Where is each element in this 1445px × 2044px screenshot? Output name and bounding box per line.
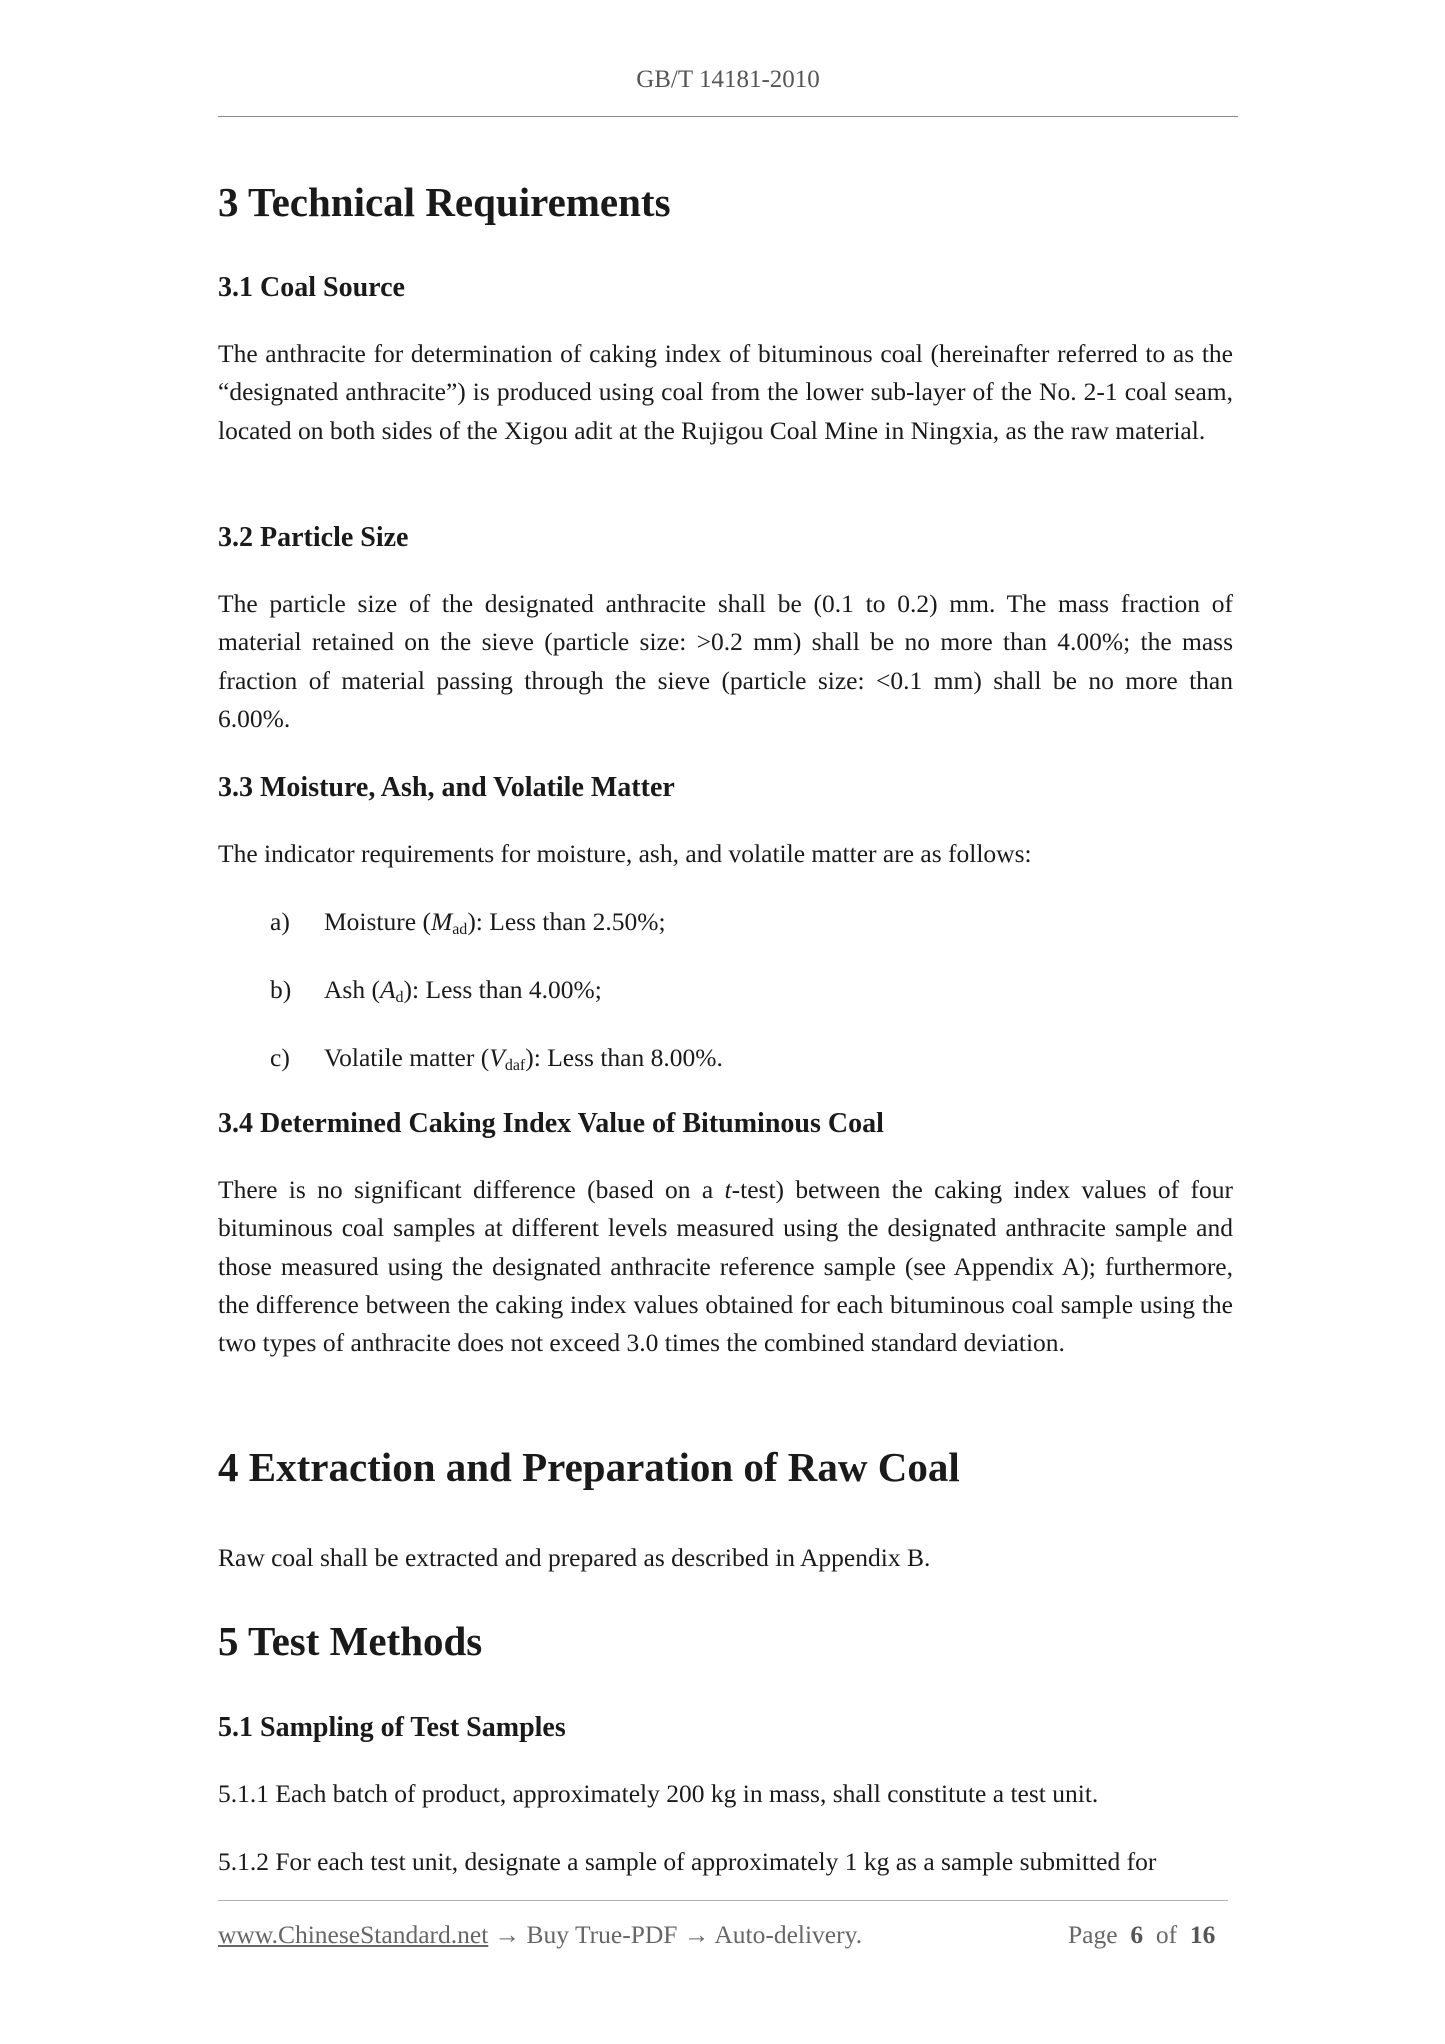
list-text: Ash (	[324, 975, 380, 1004]
section-3-2-body: The particle size of the designated anthracite shall be (0.1 to 0.2) mm. The mass fraction of material retained on the sieve (particle size: >0.2 mm) shall be no more than 4.00%; the mass fraction of material passing through the sieve (particle size: <0.1 mm) shall be no more than 6.00%.	[218, 589, 1233, 733]
section-3-4-body	[218, 1171, 1233, 1362]
section-5-1-title: 5.1 Sampling of Test Samples	[218, 1712, 566, 1743]
symbol: M	[430, 907, 453, 936]
page-header: GB/T 14181-2010	[636, 66, 820, 93]
section-5-title: 5 Test Methods	[218, 1618, 483, 1664]
delivery-text: Auto-delivery.	[714, 1920, 863, 1949]
list-marker: b)	[270, 975, 292, 1004]
section-5-1-1-body: 5.1.1 Each batch of product, approximately 200 kg in mass, shall constitute a test unit.	[218, 1779, 1099, 1808]
footer-divider	[218, 1900, 1228, 1901]
of-label: of	[1155, 1920, 1178, 1949]
list-text: ): Less than 2.50%;	[467, 907, 666, 936]
header-divider	[218, 116, 1238, 117]
website-link[interactable]: www.ChineseStandard.net	[218, 1920, 489, 1949]
section-3-1-body: The anthracite for determination of caking index of bituminous coal (hereinafter referred to as the “designated anthracite”) is produced using coal from the lower sub-layer of the No. 2-1 coal seam, located on both sides of the Xigou adit at the Rujigou Coal Mine in Ningxia, as the raw material.	[218, 339, 1233, 445]
symbol: V	[489, 1043, 505, 1072]
page-label: Page	[1068, 1920, 1118, 1949]
section-3-title: 3 Technical Requirements	[218, 179, 671, 225]
list-marker: c)	[270, 1043, 290, 1072]
subscript: ad	[452, 921, 468, 938]
list-text: ): Less than 8.00%.	[525, 1043, 723, 1072]
arrow-icon: →	[494, 1920, 521, 1949]
symbol: A	[379, 975, 396, 1004]
body-text: -test) between the caking index values of four bituminous coal samples at different levels measured using the designated anthracite sample and those measured using the designated anthracite reference sample (see Appendix A); furthermore, the difference between the caking index values obtained for each bituminous coal sample using the two types of anthracite does not exceed 3.0 times the combined standard deviation.	[218, 1175, 1233, 1358]
section-4-title: 4 Extraction and Preparation of Raw Coal	[218, 1444, 960, 1490]
list-text: ): Less than 4.00%;	[403, 975, 602, 1004]
page-number	[1068, 1920, 1215, 1950]
footer-left	[218, 1920, 862, 1950]
total-pages: 16	[1189, 1920, 1216, 1949]
section-3-1-title: 3.1 Coal Source	[218, 272, 405, 303]
section-3-2-title: 3.2 Particle Size	[218, 522, 409, 553]
list-marker: a)	[270, 907, 290, 936]
list-text: Moisture (	[324, 907, 431, 936]
section-3-4-title: 3.4 Determined Caking Index Value of Bituminous Coal	[218, 1108, 884, 1139]
list-item-volatile	[270, 1039, 723, 1077]
section-3-3-intro: The indicator requirements for moisture, ash, and volatile matter are as follows:	[218, 839, 1032, 868]
section-5-1-2-body: 5.1.2 For each test unit, designate a sample of approximately 1 kg as a sample submitted for	[218, 1847, 1157, 1876]
section-3-3-title: 3.3 Moisture, Ash, and Volatile Matter	[218, 772, 675, 803]
list-text: Volatile matter (	[324, 1043, 490, 1072]
arrow-icon: →	[683, 1920, 710, 1949]
buy-text: Buy True-PDF	[526, 1920, 678, 1949]
subscript: d	[395, 989, 404, 1006]
body-text: There is no significant difference (based on a	[218, 1175, 725, 1204]
current-page: 6	[1130, 1920, 1144, 1949]
italic-symbol: t	[724, 1175, 732, 1204]
list-item-ash	[270, 971, 602, 1009]
subscript: daf	[504, 1057, 526, 1074]
section-4-body: Raw coal shall be extracted and prepared as described in Appendix B.	[218, 1543, 931, 1572]
list-item-moisture	[270, 903, 666, 941]
